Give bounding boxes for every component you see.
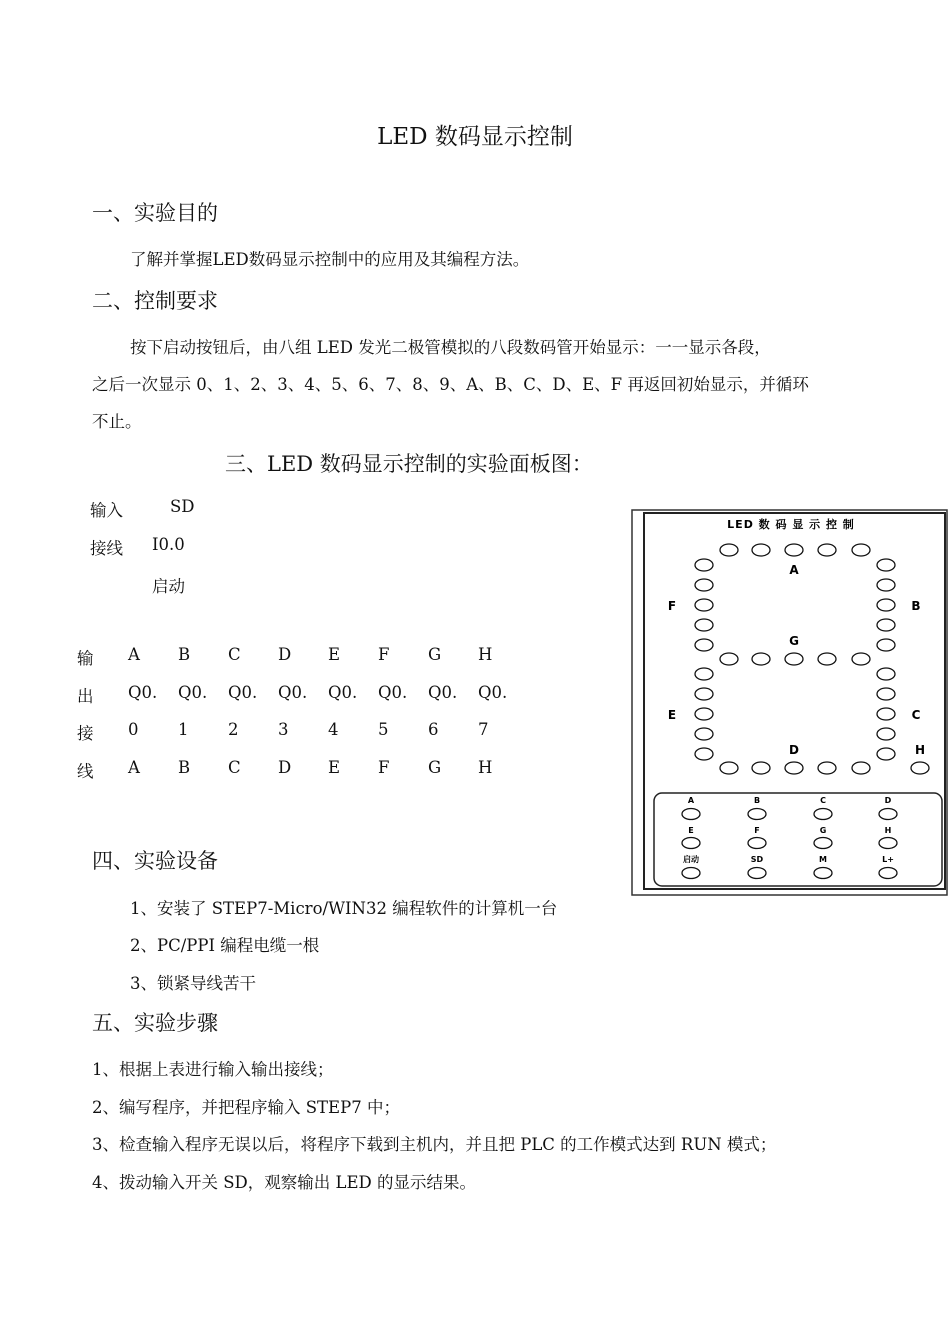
section-2-line: 之后一次显示 0、1、2、3、4、5、6、7、8、9、A、B、C、D、E、F 再返回初始显示，并循环	[92, 375, 809, 394]
output-cell: C	[228, 758, 241, 777]
input-label: 输入	[90, 501, 123, 520]
terminal-label: F	[754, 826, 760, 835]
led-segment-a	[818, 544, 836, 556]
led-segment-d	[752, 762, 770, 774]
terminal-socket	[814, 809, 832, 820]
section-2-line: 不止。	[92, 412, 142, 431]
terminal-socket	[879, 809, 897, 820]
output-cell: A	[128, 645, 140, 664]
step-item: 3、检查输入程序无误以后，将程序下载到主机内，并且把 PLC 的工作模式达到 RUN 模式；	[92, 1135, 777, 1154]
terminal-label: 启动	[683, 855, 699, 864]
led-segment-a	[720, 544, 738, 556]
led-segment-d	[852, 762, 870, 774]
step-item: 1、根据上表进行输入输出接线；	[92, 1060, 334, 1079]
output-cell: Q0.	[178, 683, 208, 702]
led-segment-g	[785, 653, 803, 665]
panel-title: LED 数 码 显 示 控 制	[727, 518, 855, 531]
output-cell: D	[278, 645, 292, 664]
output-cell: 2	[228, 720, 239, 739]
output-cell: Q0.	[228, 683, 258, 702]
led-segment-a	[852, 544, 870, 556]
led-segment-h	[911, 762, 929, 774]
led-segment-c	[877, 708, 895, 720]
output-cell: Q0.	[278, 683, 308, 702]
terminal-label: E	[688, 826, 694, 835]
led-segment-f	[695, 579, 713, 591]
output-cell: 3	[278, 720, 289, 739]
output-cell: E	[328, 758, 341, 777]
output-cell: Q0.	[478, 683, 508, 702]
segment-label-a: A	[789, 563, 799, 577]
experiment-panel-diagram	[631, 509, 948, 896]
terminal-label: H	[884, 826, 892, 835]
input-label: 接线	[90, 539, 123, 558]
section-4-heading: 四、实验设备	[92, 849, 218, 873]
segment-label-h: H	[914, 743, 926, 757]
output-cell: F	[378, 758, 390, 777]
led-segment-e	[695, 668, 713, 680]
segment-label-f: F	[667, 599, 677, 613]
terminal-label: D	[884, 796, 892, 805]
terminal-label: C	[820, 796, 826, 805]
output-cell: F	[378, 645, 390, 664]
output-cell: Q0.	[428, 683, 458, 702]
output-cell: G	[428, 758, 442, 777]
led-segment-f	[695, 619, 713, 631]
output-cell: Q0.	[128, 683, 158, 702]
terminal-socket	[748, 809, 766, 820]
output-side-label: 接	[77, 724, 94, 743]
equipment-item: 3、锁紧导线苦干	[130, 974, 256, 993]
output-cell: Q0.	[378, 683, 408, 702]
output-cell: B	[178, 645, 191, 664]
segment-label-b: B	[911, 599, 921, 613]
led-segment-f	[695, 559, 713, 571]
segment-label-e: E	[667, 708, 677, 722]
led-segment-c	[877, 748, 895, 760]
output-side-label: 输	[77, 649, 94, 668]
terminal-socket	[748, 838, 766, 849]
section-1-text: 了解并掌握LED数码显示控制中的应用及其编程方法。	[130, 250, 530, 269]
step-item: 4、拨动输入开关 SD，观察输出 LED 的显示结果。	[92, 1173, 476, 1192]
terminal-socket	[814, 838, 832, 849]
led-segment-e	[695, 708, 713, 720]
output-cell: E	[328, 645, 341, 664]
section-1-heading: 一、实验目的	[92, 201, 218, 225]
output-cell: Q0.	[328, 683, 358, 702]
led-segment-b	[877, 579, 895, 591]
led-segment-g	[720, 653, 738, 665]
segment-label-c: C	[911, 708, 921, 722]
step-item: 2、编写程序，并把程序输入 STEP7 中；	[92, 1098, 400, 1117]
segment-label-d: D	[789, 743, 799, 757]
output-cell: 1	[178, 720, 189, 739]
output-cell: 4	[328, 720, 339, 739]
section-5-heading: 五、实验步骤	[92, 1011, 218, 1035]
output-side-label: 线	[77, 762, 94, 781]
output-cell: D	[278, 758, 292, 777]
segment-label-g: G	[789, 634, 799, 648]
led-segment-c	[877, 728, 895, 740]
led-segment-a	[785, 544, 803, 556]
output-cell: 6	[428, 720, 439, 739]
equipment-item: 2、PC/PPI 编程电缆一根	[130, 936, 320, 955]
led-segment-c	[877, 668, 895, 680]
led-segment-d	[818, 762, 836, 774]
led-segment-g	[852, 653, 870, 665]
terminal-label: M	[819, 855, 827, 864]
led-segment-e	[695, 728, 713, 740]
input-description: 启动	[152, 577, 185, 596]
output-cell: 5	[378, 720, 389, 739]
led-segment-e	[695, 688, 713, 700]
led-segment-g	[818, 653, 836, 665]
led-segment-d	[785, 762, 803, 774]
terminal-socket	[682, 868, 700, 879]
section-2-heading: 二、控制要求	[92, 289, 218, 313]
terminal-label: A	[687, 796, 695, 805]
terminal-socket	[682, 809, 700, 820]
output-side-label: 出	[77, 687, 94, 706]
led-segment-c	[877, 688, 895, 700]
terminal-socket	[879, 838, 897, 849]
terminal-socket	[879, 868, 897, 879]
led-segment-g	[752, 653, 770, 665]
section-3-heading: 三、LED 数码显示控制的实验面板图：	[225, 452, 593, 476]
output-cell: G	[428, 645, 442, 664]
terminal-socket	[814, 868, 832, 879]
led-segment-f	[695, 599, 713, 611]
terminal-label: SD	[750, 855, 764, 864]
page-title: LED 数码显示控制	[377, 124, 573, 150]
output-cell: 0	[128, 720, 139, 739]
input-address: I0.0	[152, 535, 185, 554]
output-cell: 7	[478, 720, 489, 739]
input-name: SD	[170, 497, 195, 516]
led-segment-a	[752, 544, 770, 556]
output-cell: H	[478, 645, 493, 664]
led-segment-b	[877, 639, 895, 651]
led-segment-d	[720, 762, 738, 774]
output-cell: B	[178, 758, 191, 777]
section-2-line: 按下启动按钮后，由八组 LED 发光二极管模拟的八段数码管开始显示：一一显示各段，	[130, 338, 771, 357]
led-segment-b	[877, 559, 895, 571]
led-segment-b	[877, 619, 895, 631]
equipment-item: 1、安装了 STEP7-Micro/WIN32 编程软件的计算机一台	[130, 899, 558, 918]
terminal-socket	[682, 838, 700, 849]
terminal-label: B	[753, 796, 761, 805]
output-cell: C	[228, 645, 241, 664]
led-segment-f	[695, 639, 713, 651]
output-cell: H	[478, 758, 493, 777]
led-segment-b	[877, 599, 895, 611]
output-cell: A	[128, 758, 140, 777]
terminal-label: L+	[882, 855, 894, 864]
terminal-socket	[748, 868, 766, 879]
led-segment-e	[695, 748, 713, 760]
terminal-label: G	[819, 826, 827, 835]
